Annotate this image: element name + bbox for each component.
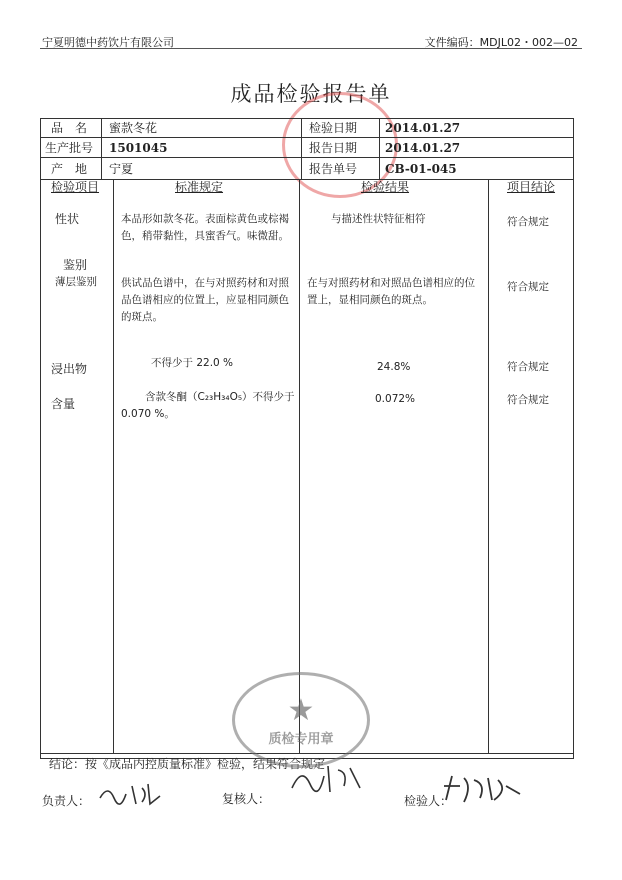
table-row-item: 鉴别 [63,258,88,272]
star-icon: ★ [287,693,315,728]
table-row-result: 与描述性状特征相符 [331,213,426,225]
col-divider [301,119,302,179]
table-row-sub-item: 薄层鉴别 [55,276,97,288]
stamp-label: 质检专用章 [268,732,334,747]
origin-label: 产 地 [51,162,88,176]
col-header-standard: 标准规定 [175,180,224,194]
table-row-standard: 含款冬酮（C₂₃H₃₄O₅）不得少于 0.070 %。 [121,391,295,420]
table-row-result: 24.8% [377,361,411,373]
report-date-label: 报告日期 [309,141,358,155]
company-name: 宁夏明德中药饮片有限公司 [42,36,174,49]
page-title: 成品检验报告单 [230,82,392,106]
document-code: 文件编码：MDJL02・002—02 [424,36,578,49]
product-value: 蜜款冬花 [109,121,158,135]
table-row-conclusion: 符合规定 [507,216,549,228]
inspect-date-value: 2014.01.27 [385,121,461,135]
table-row-conclusion: 符合规定 [507,361,549,373]
table-row-standard: 供试品色谱中，在与对照药材和对照品色谱相应的位置上，应显相同颜色的斑点。 [121,277,289,323]
report-no-label: 报告单号 [309,162,358,176]
table-row-item: 性状 [55,212,80,226]
report-date-value: 2014.01.27 [385,141,461,155]
inspect-date-label: 检验日期 [309,121,358,135]
row-divider [41,179,573,180]
product-label: 品 名 [51,121,88,135]
table-row-standard: 本品形如款冬花。表面棕黄色或棕褐色，稍带黏性，具蜜香气。味微甜。 [121,213,289,242]
reviewer-label: 复核人： [222,792,271,806]
header-divider [40,48,582,49]
row-divider [41,157,573,158]
batch-value: 1501045 [109,141,168,155]
report-table [40,118,574,771]
col-divider [379,119,380,179]
table-row-standard: 不得少于 22.0 % [151,357,234,369]
batch-label: 生产批号 [45,141,94,155]
table-row-item: 浸出物 [51,362,88,376]
col-divider [101,119,102,179]
inspector-label: 检验人： [404,794,453,808]
table-row-conclusion: 符合规定 [507,281,549,293]
origin-value: 宁夏 [109,162,134,176]
col-divider [113,179,114,753]
table-row-item: 含量 [51,397,76,411]
table-row-result: 0.072% [375,393,416,405]
row-divider [41,137,573,138]
col-header-conclusion: 项目结论 [507,180,556,194]
report-no-value: CB-01-045 [385,162,457,176]
col-divider [299,179,300,753]
col-header-result: 检验结果 [361,180,410,194]
responsible-label: 负责人： [42,794,91,808]
inspector-signature [440,770,530,810]
quality-inspection-stamp [232,672,370,768]
col-divider [488,179,489,753]
reviewer-signature [288,762,368,798]
table-row-conclusion: 符合规定 [507,394,549,406]
col-header-item: 检验项目 [51,180,100,194]
responsible-signature [96,780,172,810]
table-row-result: 在与对照药材和对照品色谱相应的位置上，显相同颜色的斑点。 [307,277,475,306]
conclusion-text: 结论：按《成品内控质量标准》检验，结果符合规定 [49,757,326,771]
